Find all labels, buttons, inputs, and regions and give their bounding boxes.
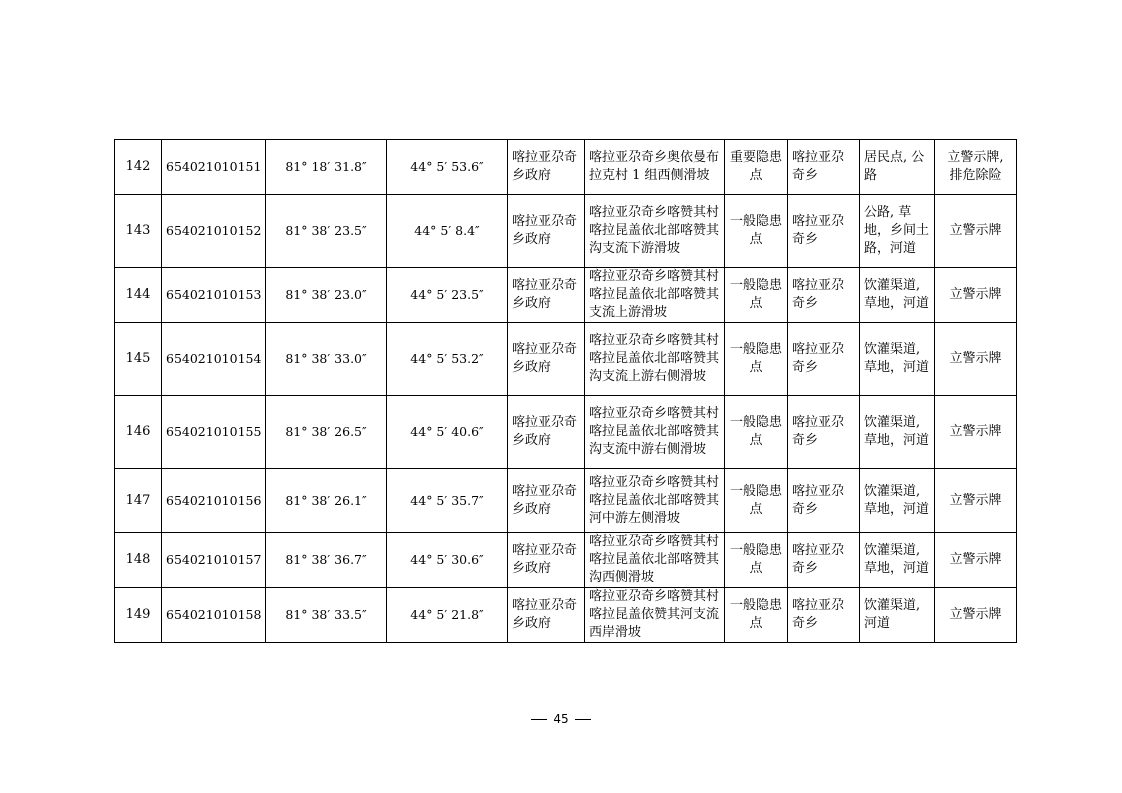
row-code: 654021010158 — [162, 588, 266, 643]
row-number: 142 — [115, 140, 162, 195]
page-number: 45 — [553, 712, 569, 726]
row-hazard-location: 喀拉亚尕奇乡喀赞其村喀拉昆盖依赞其河支流西岸滑坡 — [585, 588, 725, 643]
row-threat-targets: 饮灌渠道, 草地，河道 — [860, 268, 935, 323]
row-code: 654021010153 — [162, 268, 266, 323]
row-threat-targets: 公路, 草地，乡间土路，河道 — [860, 195, 935, 268]
table-row — [115, 323, 1017, 396]
table-row — [115, 588, 1017, 643]
row-responsible-org: 喀拉亚尕奇乡政府 — [508, 323, 585, 396]
row-latitude: 44° 5′ 40.6″ — [387, 396, 508, 469]
row-threat-targets: 居民点, 公路 — [860, 140, 935, 195]
table-row — [115, 195, 1017, 268]
row-longitude: 81° 38′ 33.5″ — [266, 588, 387, 643]
hazard-table — [114, 139, 1017, 643]
row-measures: 立警示牌 — [935, 195, 1017, 268]
row-hazard-location: 喀拉亚尕奇乡喀赞其村喀拉昆盖依北部喀赞其沟支流下游滑坡 — [585, 195, 725, 268]
table-row — [115, 469, 1017, 533]
row-number: 149 — [115, 588, 162, 643]
row-measures: 立警示牌 — [935, 533, 1017, 588]
row-code: 654021010155 — [162, 396, 266, 469]
row-responsible-org: 喀拉亚尕奇乡政府 — [508, 396, 585, 469]
page-footer — [0, 712, 1122, 726]
row-township: 喀拉亚尕奇乡 — [788, 323, 860, 396]
row-latitude: 44° 5′ 23.5″ — [387, 268, 508, 323]
row-hazard-location: 喀拉亚尕奇乡喀赞其村喀拉昆盖依北部喀赞其支流上游滑坡 — [585, 268, 725, 323]
row-hazard-level: 一般隐患点 — [725, 469, 788, 533]
row-responsible-org: 喀拉亚尕奇乡政府 — [508, 195, 585, 268]
row-code: 654021010152 — [162, 195, 266, 268]
row-latitude: 44° 5′ 21.8″ — [387, 588, 508, 643]
row-longitude: 81° 38′ 26.5″ — [266, 396, 387, 469]
row-responsible-org: 喀拉亚尕奇乡政府 — [508, 140, 585, 195]
row-number: 145 — [115, 323, 162, 396]
row-threat-targets: 饮灌渠道, 河道 — [860, 588, 935, 643]
row-longitude: 81° 38′ 33.0″ — [266, 323, 387, 396]
row-hazard-level: 一般隐患点 — [725, 268, 788, 323]
row-code: 654021010156 — [162, 469, 266, 533]
footer-dash-right — [575, 719, 591, 720]
row-township: 喀拉亚尕奇乡 — [788, 396, 860, 469]
row-longitude: 81° 18′ 31.8″ — [266, 140, 387, 195]
row-measures: 立警示牌 — [935, 396, 1017, 469]
row-responsible-org: 喀拉亚尕奇乡政府 — [508, 533, 585, 588]
row-hazard-level: 一般隐患点 — [725, 323, 788, 396]
footer-dash-left — [531, 719, 547, 720]
table-row — [115, 396, 1017, 469]
row-number: 147 — [115, 469, 162, 533]
row-latitude: 44° 5′ 8.4″ — [387, 195, 508, 268]
table-body — [115, 140, 1017, 643]
row-responsible-org: 喀拉亚尕奇乡政府 — [508, 469, 585, 533]
row-township: 喀拉亚尕奇乡 — [788, 588, 860, 643]
row-latitude: 44° 5′ 53.2″ — [387, 323, 508, 396]
row-threat-targets: 饮灌渠道, 草地，河道 — [860, 533, 935, 588]
table-row — [115, 268, 1017, 323]
row-code: 654021010151 — [162, 140, 266, 195]
row-hazard-level: 一般隐患点 — [725, 195, 788, 268]
row-hazard-level: 一般隐患点 — [725, 533, 788, 588]
row-hazard-location: 喀拉亚尕奇乡奥依曼布拉克村 1 组西侧滑坡 — [585, 140, 725, 195]
row-township: 喀拉亚尕奇乡 — [788, 469, 860, 533]
row-measures: 立警示牌 — [935, 323, 1017, 396]
row-responsible-org: 喀拉亚尕奇乡政府 — [508, 268, 585, 323]
row-longitude: 81° 38′ 23.5″ — [266, 195, 387, 268]
row-latitude: 44° 5′ 35.7″ — [387, 469, 508, 533]
row-latitude: 44° 5′ 30.6″ — [387, 533, 508, 588]
table-row — [115, 140, 1017, 195]
row-number: 148 — [115, 533, 162, 588]
row-responsible-org: 喀拉亚尕奇乡政府 — [508, 588, 585, 643]
row-longitude: 81° 38′ 26.1″ — [266, 469, 387, 533]
row-measures: 立警示牌 — [935, 469, 1017, 533]
row-hazard-location: 喀拉亚尕奇乡喀赞其村喀拉昆盖依北部喀赞其沟西侧滑坡 — [585, 533, 725, 588]
row-measures: 立警示牌 — [935, 268, 1017, 323]
row-measures: 立警示牌 — [935, 588, 1017, 643]
row-hazard-level: 重要隐患点 — [725, 140, 788, 195]
row-township: 喀拉亚尕奇乡 — [788, 268, 860, 323]
row-township: 喀拉亚尕奇乡 — [788, 140, 860, 195]
row-code: 654021010157 — [162, 533, 266, 588]
row-hazard-location: 喀拉亚尕奇乡喀赞其村喀拉昆盖依北部喀赞其河中游左侧滑坡 — [585, 469, 725, 533]
row-measures: 立警示牌, 排危除险 — [935, 140, 1017, 195]
row-threat-targets: 饮灌渠道, 草地，河道 — [860, 323, 935, 396]
row-number: 143 — [115, 195, 162, 268]
table-row — [115, 533, 1017, 588]
row-number: 146 — [115, 396, 162, 469]
row-township: 喀拉亚尕奇乡 — [788, 195, 860, 268]
row-threat-targets: 饮灌渠道, 草地，河道 — [860, 469, 935, 533]
row-hazard-location: 喀拉亚尕奇乡喀赞其村喀拉昆盖依北部喀赞其沟支流中游右侧滑坡 — [585, 396, 725, 469]
row-hazard-level: 一般隐患点 — [725, 396, 788, 469]
row-number: 144 — [115, 268, 162, 323]
row-longitude: 81° 38′ 23.0″ — [266, 268, 387, 323]
row-hazard-level: 一般隐患点 — [725, 588, 788, 643]
row-threat-targets: 饮灌渠道, 草地，河道 — [860, 396, 935, 469]
row-latitude: 44° 5′ 53.6″ — [387, 140, 508, 195]
row-hazard-location: 喀拉亚尕奇乡喀赞其村喀拉昆盖依北部喀赞其沟支流上游右侧滑坡 — [585, 323, 725, 396]
row-code: 654021010154 — [162, 323, 266, 396]
row-township: 喀拉亚尕奇乡 — [788, 533, 860, 588]
row-longitude: 81° 38′ 36.7″ — [266, 533, 387, 588]
